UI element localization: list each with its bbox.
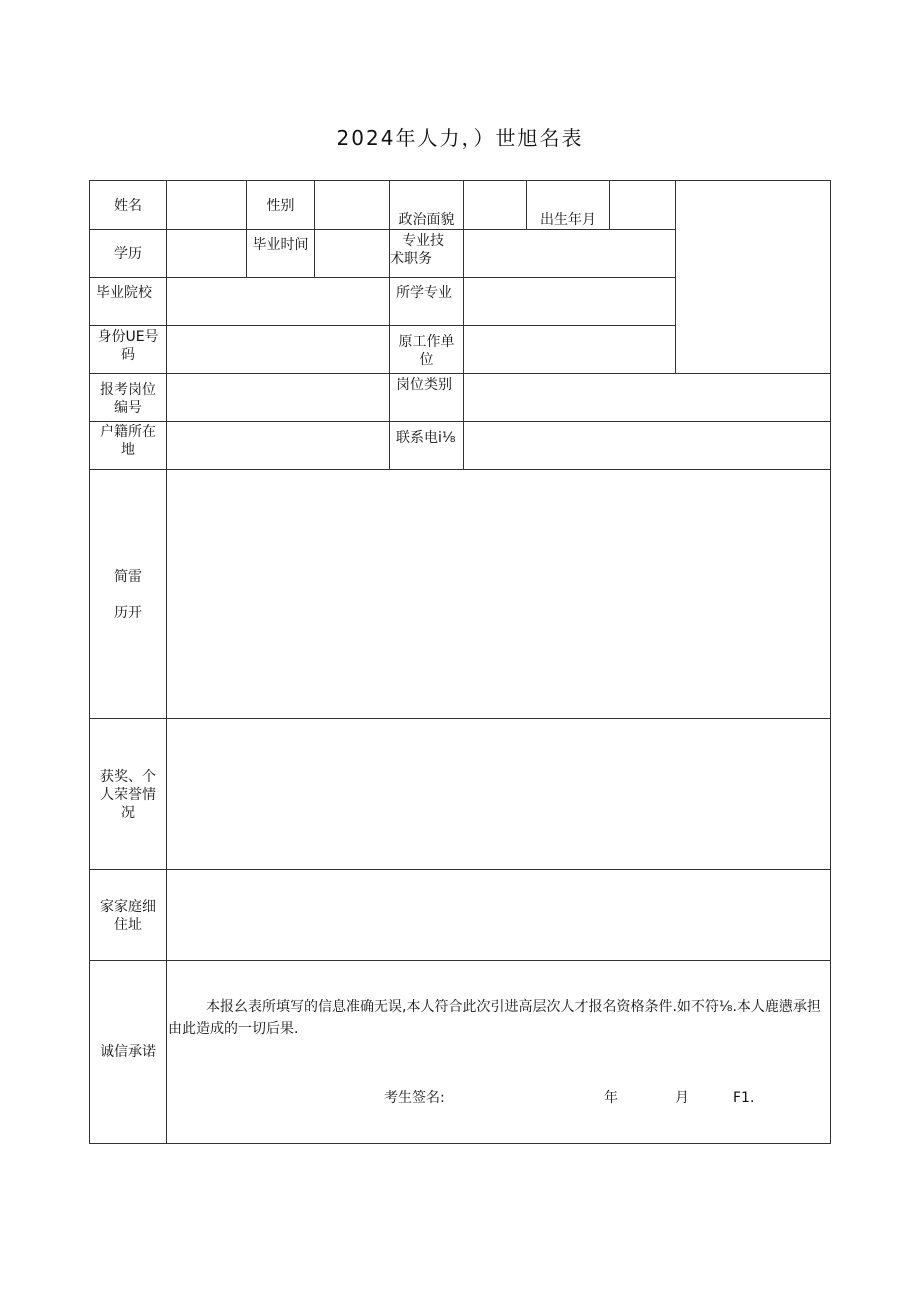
former-employer-field[interactable]	[464, 326, 675, 373]
home-address-field[interactable]	[167, 870, 830, 960]
label-gender: 性别	[266, 198, 295, 214]
label-home-address	[90, 898, 166, 934]
form-title: 2024年人力，）世旭名表	[336, 126, 584, 150]
professional-title-field[interactable]	[464, 230, 675, 277]
label-school: 毕业院校	[96, 285, 152, 301]
education-field[interactable]	[167, 230, 246, 277]
label-awards-line3: 况	[121, 805, 135, 821]
label-id-number-line1: 身份UE号	[97, 329, 159, 345]
label-professional-title-line1: 专业技	[402, 233, 444, 249]
label-home-address-line2: 住址	[114, 917, 142, 933]
resume-field[interactable]	[167, 470, 830, 718]
school-field[interactable]	[167, 278, 389, 325]
label-former-employer-line2: 位	[419, 352, 434, 368]
signature-month: 月	[675, 1090, 689, 1106]
label-resume-line1: 简雷	[114, 569, 142, 585]
signature-year: 年	[604, 1090, 618, 1106]
label-post-code-line1: 报考岗位	[100, 382, 156, 398]
label-id-number	[90, 328, 166, 364]
political-field[interactable]	[464, 181, 526, 229]
label-home-address-line1: 家家庭细	[100, 899, 156, 915]
label-post-type: 岗位类别	[396, 377, 452, 393]
label-political: 政治面貌	[398, 212, 455, 228]
phone-field[interactable]	[464, 422, 830, 469]
label-professional-title	[390, 232, 463, 268]
pledge-text: 本报幺表所填写的信息准确无误,本人符合此次引进高层次人才报名资格条件.如不符⅛.本人鹿懑承担由此造成的一切后果.	[168, 999, 821, 1037]
label-birth: 出生年月	[540, 212, 596, 228]
label-major: 所学专业	[396, 285, 452, 301]
label-post-code-line2: 编号	[114, 400, 142, 416]
awards-field[interactable]	[167, 719, 830, 869]
post-code-field[interactable]	[167, 374, 389, 421]
label-education: 学历	[114, 246, 142, 262]
label-grad-time: 毕业时间	[252, 237, 309, 253]
photo-area[interactable]	[676, 181, 830, 373]
label-phone: 联系电i⅛	[396, 430, 456, 446]
label-awards-line1: 获奖、个	[100, 769, 156, 785]
id-number-field[interactable]	[167, 326, 389, 373]
label-name: 姓名	[114, 198, 142, 214]
label-hukou-line1: 户籍所在	[100, 424, 156, 440]
label-awards-line2: 人荣誉情	[100, 787, 156, 803]
label-former-employer	[390, 333, 463, 369]
label-id-number-line2: 码	[121, 347, 135, 363]
label-post-code	[90, 381, 166, 417]
label-former-employer-line1: 原工作单	[398, 334, 455, 350]
grad-time-field[interactable]	[315, 230, 389, 277]
label-professional-title-line2: 术职务	[390, 251, 432, 267]
label-hukou	[90, 423, 166, 459]
major-field[interactable]	[464, 278, 675, 325]
gender-field[interactable]	[315, 181, 389, 229]
signature-field[interactable]	[455, 1085, 595, 1109]
label-awards	[90, 768, 166, 822]
hukou-field[interactable]	[167, 422, 389, 469]
birth-field[interactable]	[610, 181, 675, 229]
label-resume	[90, 568, 166, 622]
label-integrity-pledge: 诚信承诺	[100, 1044, 156, 1060]
name-field[interactable]	[167, 181, 246, 229]
label-hukou-line2: 地	[121, 442, 135, 458]
signature-day: F1.	[733, 1090, 755, 1106]
label-resume-line2: 历开	[114, 605, 142, 621]
signature-label: 考生签名:	[384, 1090, 445, 1106]
post-type-field[interactable]	[464, 374, 830, 421]
